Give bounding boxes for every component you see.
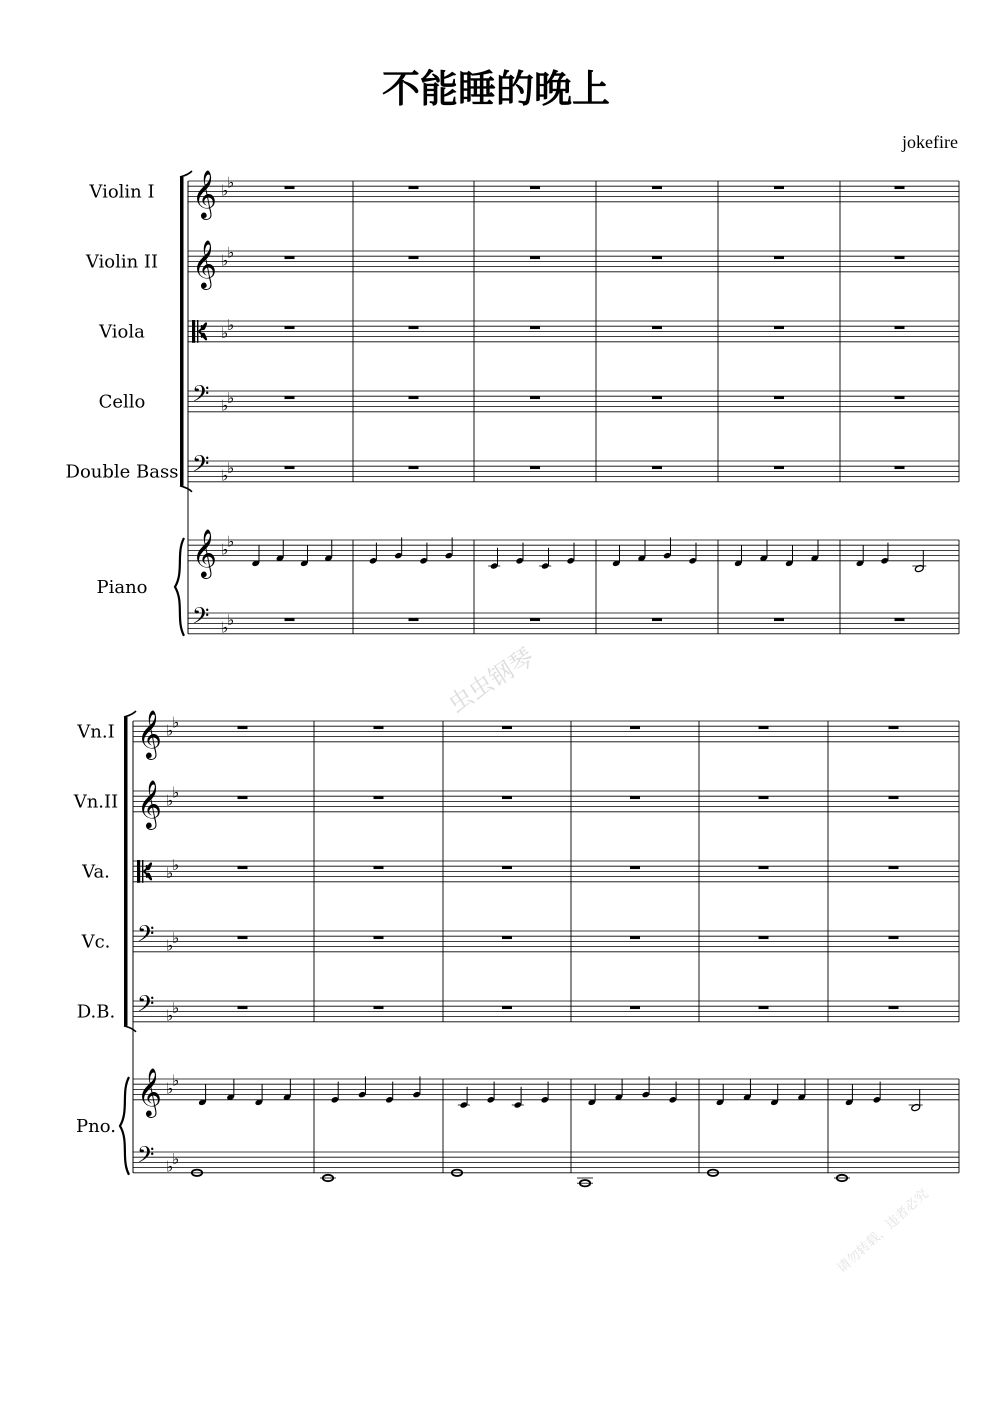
whole-rest (238, 796, 248, 799)
whole-rest (652, 326, 662, 329)
flat-sign: ♭ (227, 610, 235, 629)
whole-rest (759, 866, 769, 869)
whole-rest (652, 466, 662, 469)
flat-sign: ♭ (172, 713, 180, 732)
whole-rest (630, 1006, 640, 1009)
bass-clef-icon: 𝄢 (192, 381, 210, 413)
flat-sign: ♭ (166, 721, 174, 740)
flat-sign: ♭ (221, 181, 229, 200)
whole-rest (895, 396, 905, 399)
instrument-label: Vc. (81, 931, 111, 953)
whole-rest (502, 866, 512, 869)
treble-clef-icon: 𝄞 (137, 778, 162, 828)
treble-clef-icon: 𝄞 (192, 168, 217, 218)
whole-rest (774, 186, 784, 189)
whole-rest (238, 1006, 248, 1009)
whole-rest (895, 186, 905, 189)
flat-sign: ♭ (166, 1157, 174, 1176)
flat-sign: ♭ (221, 251, 229, 270)
watermark-text: 虫虫钢琴 (443, 642, 540, 719)
instrument-label: Double Bass (65, 461, 179, 483)
flat-sign: ♭ (227, 458, 235, 477)
piano-brace (120, 1077, 129, 1175)
whole-rest (652, 618, 662, 621)
flat-sign: ♭ (166, 1079, 174, 1098)
whole-rest (895, 466, 905, 469)
whole-rest (530, 466, 540, 469)
bass-clef-icon: 𝄢 (137, 991, 155, 1023)
flat-sign: ♭ (172, 928, 180, 947)
whole-rest (530, 256, 540, 259)
instrument-label: Vn.I (77, 721, 115, 743)
whole-rest (409, 618, 419, 621)
whole-rest (759, 1006, 769, 1009)
whole-rest (530, 326, 540, 329)
flat-sign: ♭ (227, 316, 235, 335)
flat-sign: ♭ (172, 998, 180, 1017)
whole-rest (285, 326, 295, 329)
piano-brace (175, 538, 184, 636)
whole-rest (238, 726, 248, 729)
flat-sign: ♭ (221, 618, 229, 637)
bass-clef-icon: 𝄢 (137, 921, 155, 953)
whole-rest (652, 256, 662, 259)
whole-rest (238, 936, 248, 939)
treble-clef-icon: 𝄞 (137, 708, 162, 758)
whole-rest (889, 796, 899, 799)
whole-rest (285, 618, 295, 621)
score-title: 不能睡的晚上 (381, 67, 610, 111)
whole-rest (895, 618, 905, 621)
whole-rest (238, 866, 248, 869)
whole-rest (374, 796, 384, 799)
instrument-label: Violin II (85, 251, 159, 273)
whole-rest (530, 186, 540, 189)
whole-rest (889, 726, 899, 729)
whole-rest (502, 796, 512, 799)
flat-sign: ♭ (221, 466, 229, 485)
instrument-label: Pno. (76, 1115, 116, 1137)
treble-clef-icon: 𝄞 (192, 527, 217, 577)
whole-rest (889, 936, 899, 939)
string-bracket (180, 177, 184, 486)
flat-sign: ♭ (172, 1149, 180, 1168)
whole-rest (895, 256, 905, 259)
whole-rest (652, 186, 662, 189)
whole-rest (774, 618, 784, 621)
whole-rest (374, 1006, 384, 1009)
instrument-label: Va. (82, 861, 110, 883)
whole-rest (374, 866, 384, 869)
whole-rest (530, 618, 540, 621)
flat-sign: ♭ (166, 864, 174, 882)
whole-rest (774, 256, 784, 259)
flat-sign: ♭ (221, 540, 229, 559)
flat-sign: ♭ (166, 936, 174, 955)
bracket-hook (124, 711, 136, 717)
whole-rest (409, 466, 419, 469)
whole-rest (630, 936, 640, 939)
whole-rest (774, 466, 784, 469)
whole-rest (774, 396, 784, 399)
bracket-hook (180, 171, 192, 177)
whole-rest (502, 726, 512, 729)
whole-rest (285, 186, 295, 189)
whole-rest (759, 726, 769, 729)
watermark-notice: 请勿转载，违者必究 (834, 1186, 932, 1277)
treble-clef-icon: 𝄞 (192, 238, 217, 288)
bracket-hook (180, 486, 192, 492)
flat-sign: ♭ (227, 532, 235, 551)
whole-rest (409, 326, 419, 329)
whole-rest (502, 936, 512, 939)
whole-rest (630, 796, 640, 799)
treble-clef-icon: 𝄞 (137, 1066, 162, 1116)
instrument-label: Vn.II (73, 791, 119, 813)
whole-rest (409, 256, 419, 259)
bass-clef-icon: 𝄢 (137, 1142, 155, 1174)
whole-rest (759, 936, 769, 939)
flat-sign: ♭ (227, 243, 235, 262)
whole-rest (530, 396, 540, 399)
flat-sign: ♭ (166, 1006, 174, 1025)
whole-rest (285, 466, 295, 469)
flat-sign: ♭ (166, 791, 174, 810)
whole-rest (285, 256, 295, 259)
whole-rest (889, 1006, 899, 1009)
whole-rest (409, 396, 419, 399)
flat-sign: ♭ (172, 1071, 180, 1090)
whole-rest (889, 866, 899, 869)
whole-rest (502, 1006, 512, 1009)
whole-rest (374, 936, 384, 939)
flat-sign: ♭ (221, 324, 229, 342)
bass-clef-icon: 𝄢 (192, 603, 210, 635)
whole-rest (652, 396, 662, 399)
instrument-label: Viola (99, 321, 145, 343)
whole-rest (759, 796, 769, 799)
instrument-label: Violin I (89, 181, 155, 203)
string-bracket (124, 717, 128, 1026)
whole-rest (774, 326, 784, 329)
whole-rest (630, 726, 640, 729)
flat-sign: ♭ (227, 173, 235, 192)
composer-name: jokefire (902, 132, 958, 152)
whole-rest (409, 186, 419, 189)
flat-sign: ♭ (172, 783, 180, 802)
whole-rest (285, 396, 295, 399)
flat-sign: ♭ (221, 396, 229, 415)
instrument-label: D.B. (76, 1001, 116, 1023)
flat-sign: ♭ (172, 856, 180, 875)
instrument-label: Cello (98, 391, 146, 413)
whole-rest (374, 726, 384, 729)
flat-sign: ♭ (227, 388, 235, 407)
instrument-label: Piano (96, 576, 148, 598)
whole-rest (630, 866, 640, 869)
bass-clef-icon: 𝄢 (192, 451, 210, 483)
bracket-hook (124, 1026, 136, 1032)
whole-rest (895, 326, 905, 329)
